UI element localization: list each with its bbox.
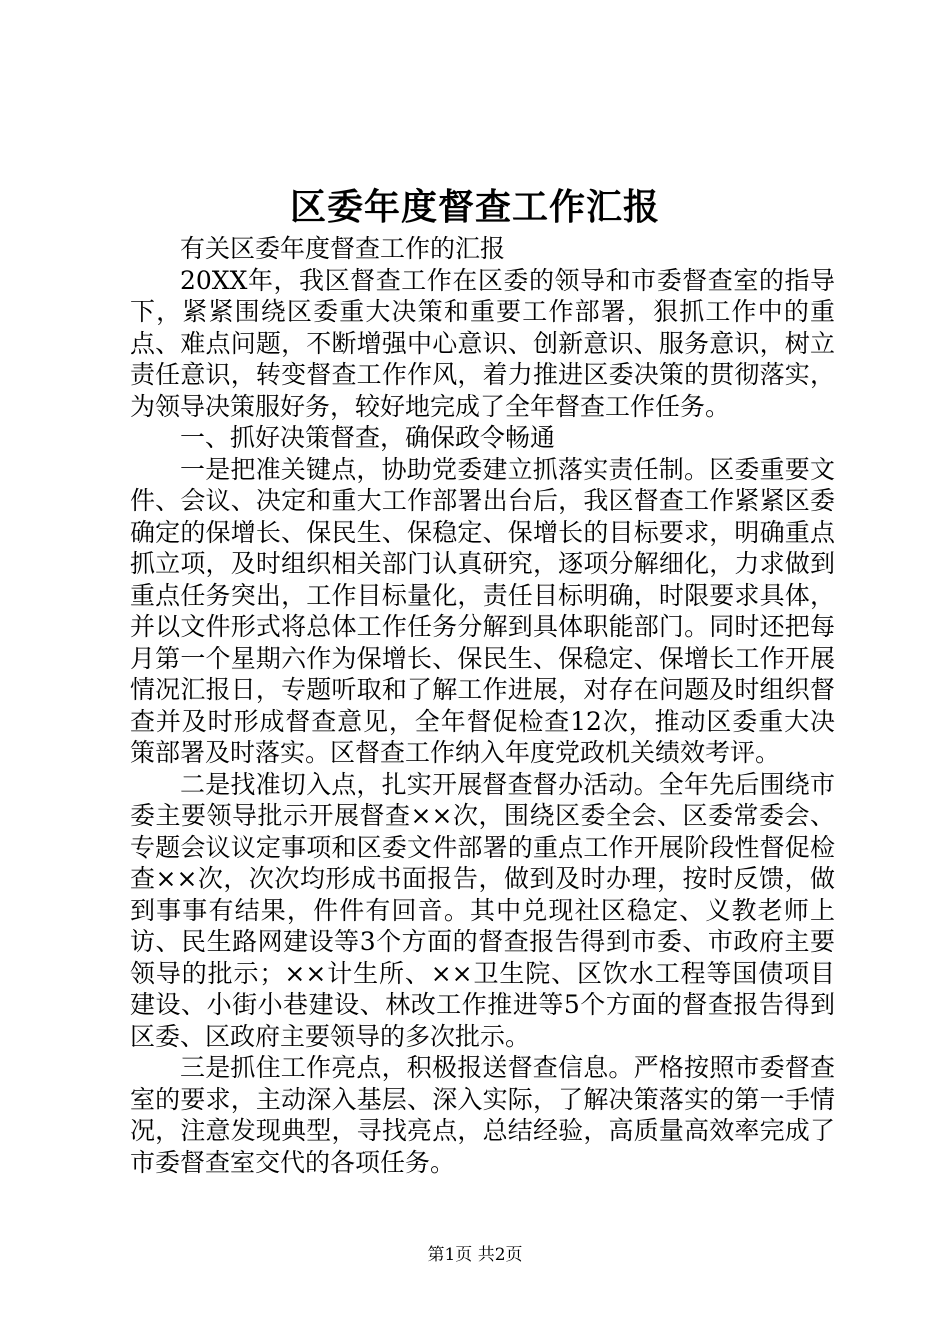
body-paragraph: 一是把准关键点，协助党委建立抓落实责任制。区委重要文件、会议、决定和重大工作部署出台后，我区督查工作紧紧区委确定的保增长、保民生、保稳定、保增长的目标要求，明确重点抓立项，及时组织相关部门认真研究，逐项分解细化，力求做到重点任务突出，工作目标量化，责任目标明确，时限要求具体，并以文件形式将总体工作任务分解到具体职能部门。同时还把每月第一个星期六作为保增长、保民生、保稳定、保增长工作开展情况汇报日，专题听取和了解工作进展，对存在问题及时组织督查并及时形成督查意见，全年督促检查12次，推动区委重大决策部署及时落实。区督查工作纳入年度党政机关绩效考评。 <box>130 454 835 767</box>
section-heading: 一、抓好决策督查，确保政令畅通 <box>180 423 556 452</box>
page-footer: 第1页 共2页 <box>427 1245 523 1265</box>
intro-paragraph: 20XX年，我区督查工作在区委的领导和市委督查室的指导下，紧紧围绕区委重大决策和重要工作部署，狠抓工作中的重点、难点问题，不断增强中心意识、创新意识、服务意识，树立责任意识，转变督查工作作风，着力推进区委决策的贯彻落实，为领导决策服好务，较好地完成了全年督查工作任务。 <box>130 265 835 421</box>
document-body <box>130 233 835 1178</box>
document-title: 区委年度督查工作汇报 <box>289 186 660 228</box>
body-paragraph: 三是抓住工作亮点，积极报送督查信息。严格按照市委督查室的要求，主动深入基层、深入实际，了解决策落实的第一手情况，注意发现典型，寻找亮点，总结经验，高质量高效率完成了市委督查室交代的各项任务。 <box>130 1053 835 1177</box>
body-paragraph: 二是找准切入点，扎实开展督查督办活动。全年先后围绕市委主要领导批示开展督查××次，围绕区委全会、区委常委会、专题会议议定事项和区委文件部署的重点工作开展阶段性督促检查××次，次次均形成书面报告，做到及时办理，按时反馈，做到事事有结果，件件有回音。其中兑现社区稳定、义教老师上访、民生路网建设等3个方面的督查报告得到市委、市政府主要领导的批示；××计生所、××卫生院、区饮水工程等国债项目建设、小街小巷建设、林改工作推进等5个方面的督查报告得到区委、区政府主要领导的多次批示。 <box>130 769 835 1051</box>
subtitle-paragraph: 有关区委年度督查工作的汇报 <box>180 234 506 263</box>
